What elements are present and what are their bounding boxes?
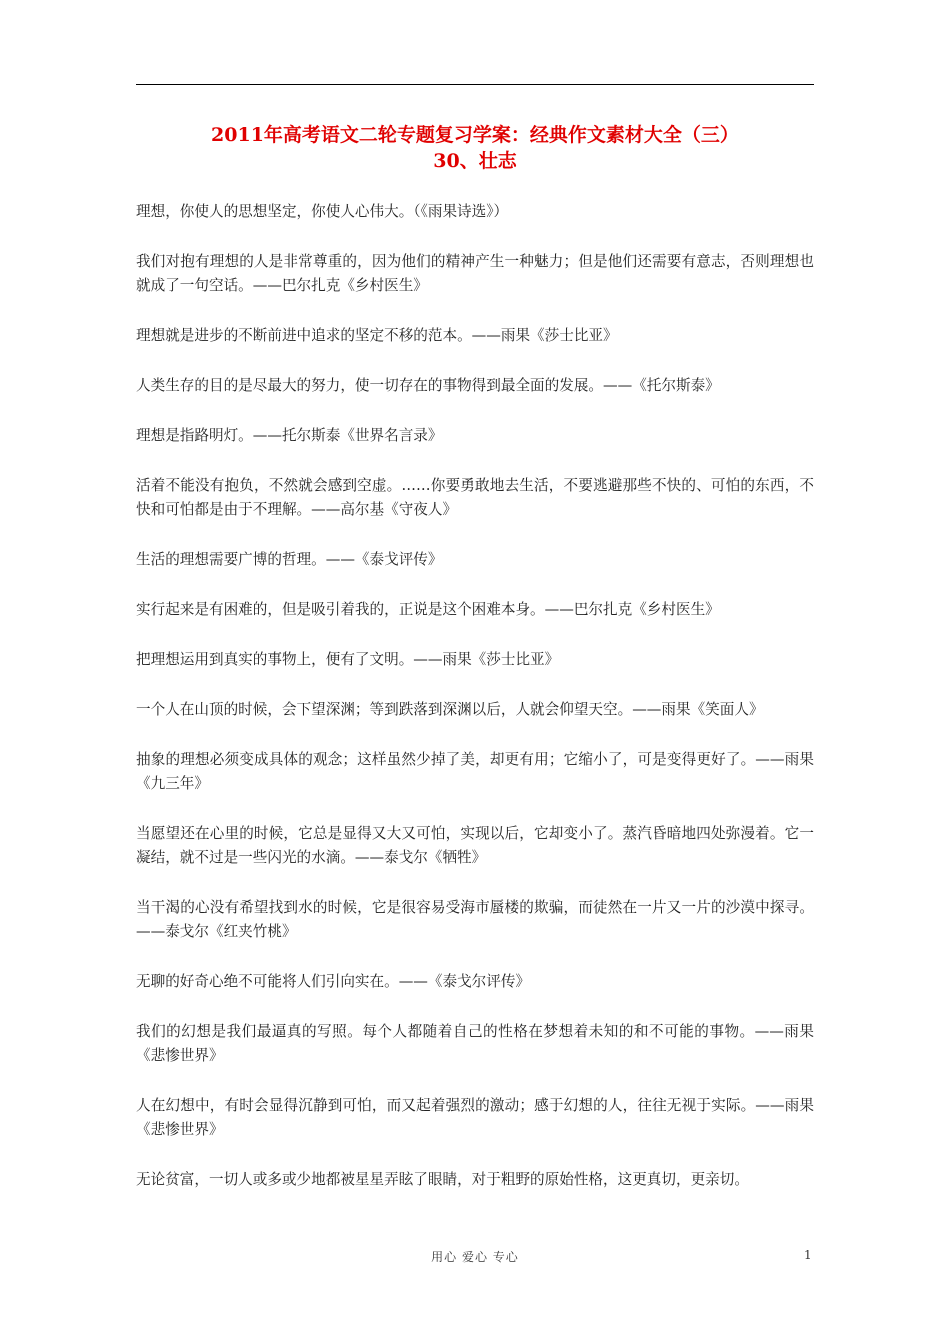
quote-paragraph: 人在幻想中，有时会显得沉静到可怕，而又起着强烈的激动；感于幻想的人，往往无视于实际。——雨果《悲惨世界》 [136, 1097, 814, 1138]
quote-paragraph: 无聊的好奇心绝不可能将人们引向实在。——《泰戈尔评传》 [136, 973, 531, 990]
quote-paragraph: 理想，你使人的思想坚定，你使人心伟大。（《雨果诗选》） [136, 203, 509, 220]
quote-paragraph: 活着不能没有抱负，不然就会感到空虚。……你要勇敢地去生活，不要逃避那些不快的、可怕的东西，不快和可怕都是由于不理解。——高尔基《守夜人》 [136, 477, 814, 518]
quote-paragraph: 当愿望还在心里的时候，它总是显得又大又可怕，实现以后，它却变小了。蒸汽昏暗地四处弥漫着。它一凝结，就不过是一些闪光的水滴。——泰戈尔《牺牲》 [136, 825, 814, 866]
quote-paragraph: 实行起来是有困难的，但是吸引着我的，正说是这个困难本身。——巴尔扎克《乡村医生》 [136, 601, 720, 618]
quote-paragraph: 我们对抱有理想的人是非常尊重的，因为他们的精神产生一种魅力；但是他们还需要有意志，否则理想也就成了一句空话。——巴尔扎克《乡村医生》 [136, 253, 814, 294]
quote-paragraph: 当干渴的心没有希望找到水的时候，它是很容易受海市蜃楼的欺骗，而徒然在一片又一片的沙漠中探寻。——泰戈尔《红夹竹桃》 [136, 899, 814, 940]
document-title [136, 122, 814, 174]
quote-paragraph: 生活的理想需要广博的哲理。——《泰戈评传》 [136, 551, 443, 568]
document-body [136, 200, 814, 1218]
quote-paragraph: 无论贫富，一切人或多或少地都被星星弄眩了眼睛，对于粗野的原始性格，这更真切，更亲切。 [136, 1171, 749, 1188]
header-rule [136, 84, 814, 85]
quote-paragraph: 理想就是进步的不断前进中追求的坚定不移的范本。——雨果《莎士比亚》 [136, 327, 618, 344]
title-line-main: 2011年高考语文二轮专题复习学案：经典作文素材大全（三） [211, 124, 739, 146]
footer-motto: 用心 爱心 专心 [431, 1250, 519, 1264]
page-number: 1 [804, 1248, 812, 1262]
title-line-section: 30、壮志 [433, 150, 517, 172]
quote-paragraph: 一个人在山顶的时候，会下望深渊；等到跌落到深渊以后，人就会仰望天空。——雨果《笑面人》 [136, 701, 764, 718]
quote-paragraph: 理想是指路明灯。——托尔斯泰《世界名言录》 [136, 427, 443, 444]
quote-paragraph: 我们的幻想是我们最逼真的写照。每个人都随着自己的性格在梦想着未知的和不可能的事物。——雨果《悲惨世界》 [136, 1023, 814, 1064]
quote-paragraph: 抽象的理想必须变成具体的观念；这样虽然少掉了美，却更有用；它缩小了，可是变得更好了。——雨果《九三年》 [136, 751, 814, 792]
quote-paragraph: 人类生存的目的是尽最大的努力，使一切存在的事物得到最全面的发展。——《托尔斯泰》 [136, 377, 720, 394]
quote-paragraph: 把理想运用到真实的事物上，便有了文明。——雨果《莎士比亚》 [136, 651, 560, 668]
